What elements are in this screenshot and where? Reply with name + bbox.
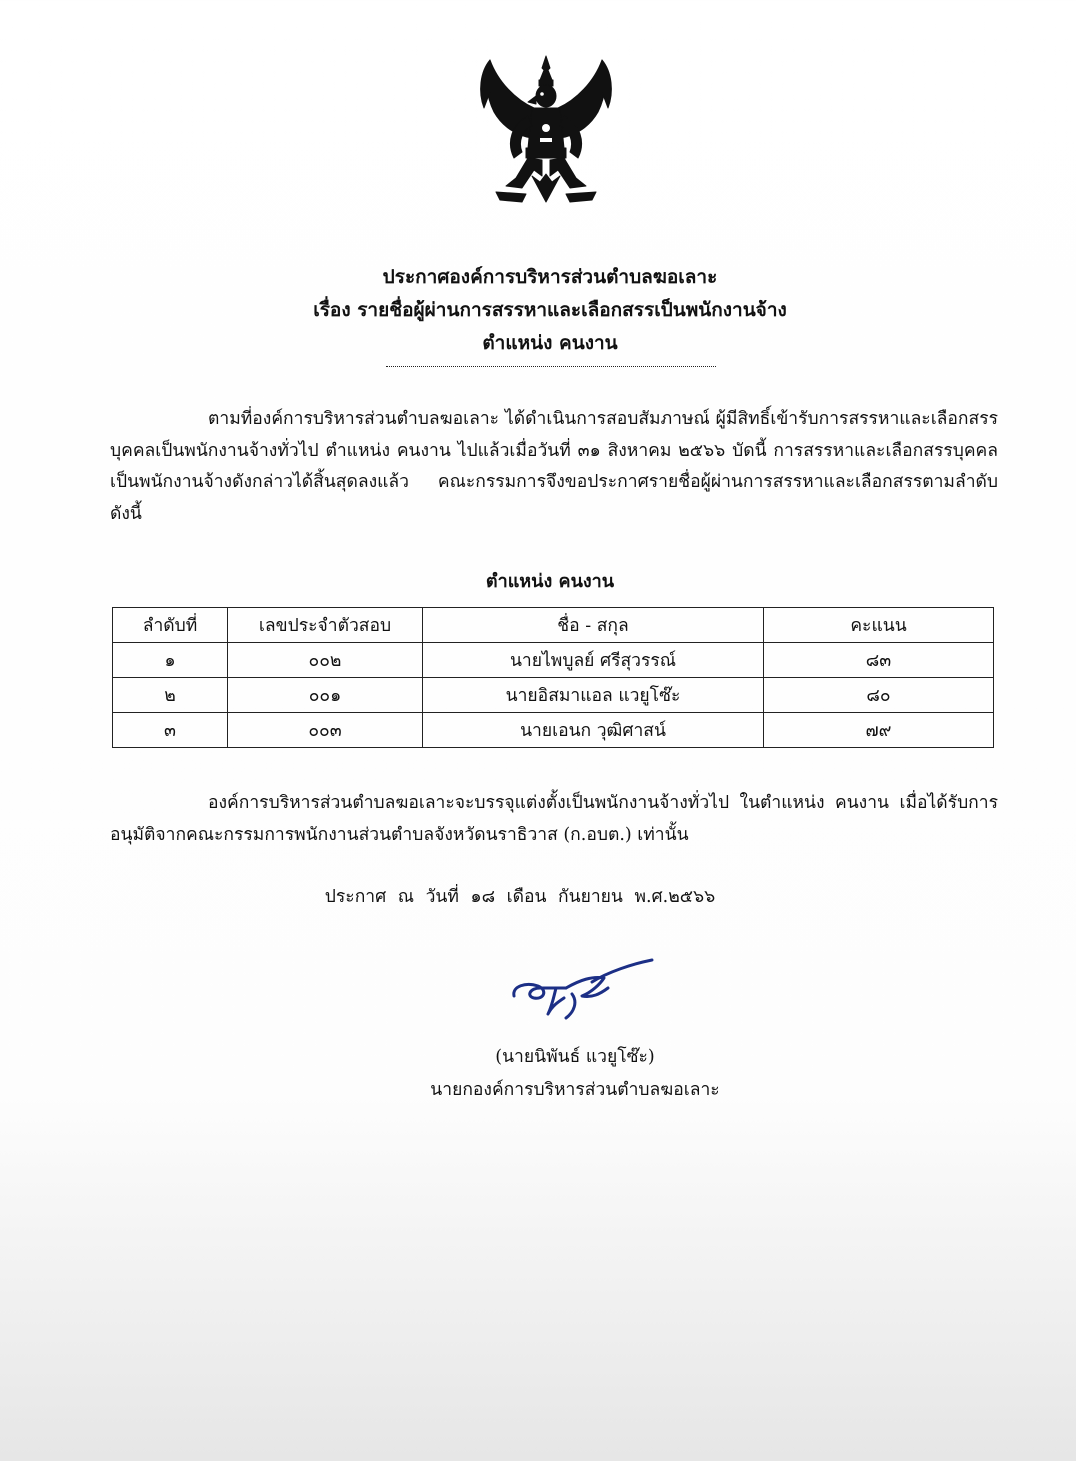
announcement-subject: เรื่อง รายชื่อผู้ผ่านการสรรหาและเลือกสรรเป็นพนักงานจ้าง bbox=[313, 299, 787, 321]
score-cell: ๘๐ bbox=[764, 678, 994, 713]
name-cell: นายไพบูลย์ ศรีสุวรรณ์ bbox=[423, 643, 764, 678]
table-row bbox=[113, 643, 994, 678]
name-cell: นายเอนก วุฒิศาสน์ bbox=[423, 713, 764, 748]
announcement-title: ประกาศองค์การบริหารส่วนตำบลฆอเลาะ bbox=[382, 266, 718, 288]
dotted-divider bbox=[386, 366, 716, 367]
name-cell: นายอิสมาแอล แวยูโซ๊ะ bbox=[423, 678, 764, 713]
exam-id-cell: ๐๐๑ bbox=[228, 678, 423, 713]
table-row bbox=[113, 678, 994, 713]
results-table bbox=[112, 607, 994, 748]
score-cell: ๘๓ bbox=[764, 643, 994, 678]
column-header-score: คะแนน bbox=[764, 608, 994, 643]
signer-name: (นายนิพันธ์ แวยูโซ๊ะ) bbox=[495, 1047, 655, 1067]
column-header-rank: ลำดับที่ bbox=[113, 608, 228, 643]
appointment-paragraph: องค์การบริหารส่วนตำบลฆอเลาะจะบรรจุแต่งตั้งเป็นพนักงานจ้างทั่วไป ในตำแหน่ง คนงาน เมื่อได้รับการอนุมัติจากคณะกรรมการพนักงานส่วนตำบลจังหวัดนราธิวาส (ก.อบต.) เท่านั้น bbox=[110, 793, 998, 845]
rank-cell: ๑ bbox=[113, 643, 228, 678]
exam-id-cell: ๐๐๒ bbox=[228, 643, 423, 678]
announcement-position: ตำแหน่ง คนงาน bbox=[482, 332, 618, 354]
rank-cell: ๒ bbox=[113, 678, 228, 713]
announcement-date: ประกาศ ณ วันที่ ๑๘ เดือน กันยายน พ.ศ.๒๕๖๖ bbox=[324, 887, 716, 907]
garuda-emblem-icon bbox=[476, 52, 616, 212]
signature-image bbox=[508, 958, 658, 1024]
signer-title: นายกองค์การบริหารส่วนตำบลฆอเลาะ bbox=[430, 1080, 720, 1100]
intro-paragraph: ตามที่องค์การบริหารส่วนตำบลฆอเลาะ ได้ดำเนินการสอบสัมภาษณ์ ผู้มีสิทธิ์เข้ารับการสรรหาและเลือกสรรบุคคลเป็นพนักงานจ้างทั่วไป ตำแหน่ง คนงาน ไปแล้วเมื่อวันที่ ๓๑ สิงหาคม ๒๕๖๖ บัดนี้ การสรรหาและเลือกสรรบุคคลเป็นพนักงานจ้างดังกล่าวได้สิ้นสุดลงแล้ว คณะกรรมการจึงขอประกาศรายชื่อผู้ผ่านการสรรหาและเลือกสรรตามลำดับ ดังนี้ bbox=[110, 409, 998, 524]
table-title: ตำแหน่ง คนงาน bbox=[485, 571, 615, 592]
exam-id-cell: ๐๐๓ bbox=[228, 713, 423, 748]
table-header-row bbox=[113, 608, 994, 643]
rank-cell: ๓ bbox=[113, 713, 228, 748]
column-header-exam-id: เลขประจำตัวสอบ bbox=[228, 608, 423, 643]
column-header-name: ชื่อ - สกุล bbox=[423, 608, 764, 643]
table-row bbox=[113, 713, 994, 748]
score-cell: ๗๙ bbox=[764, 713, 994, 748]
